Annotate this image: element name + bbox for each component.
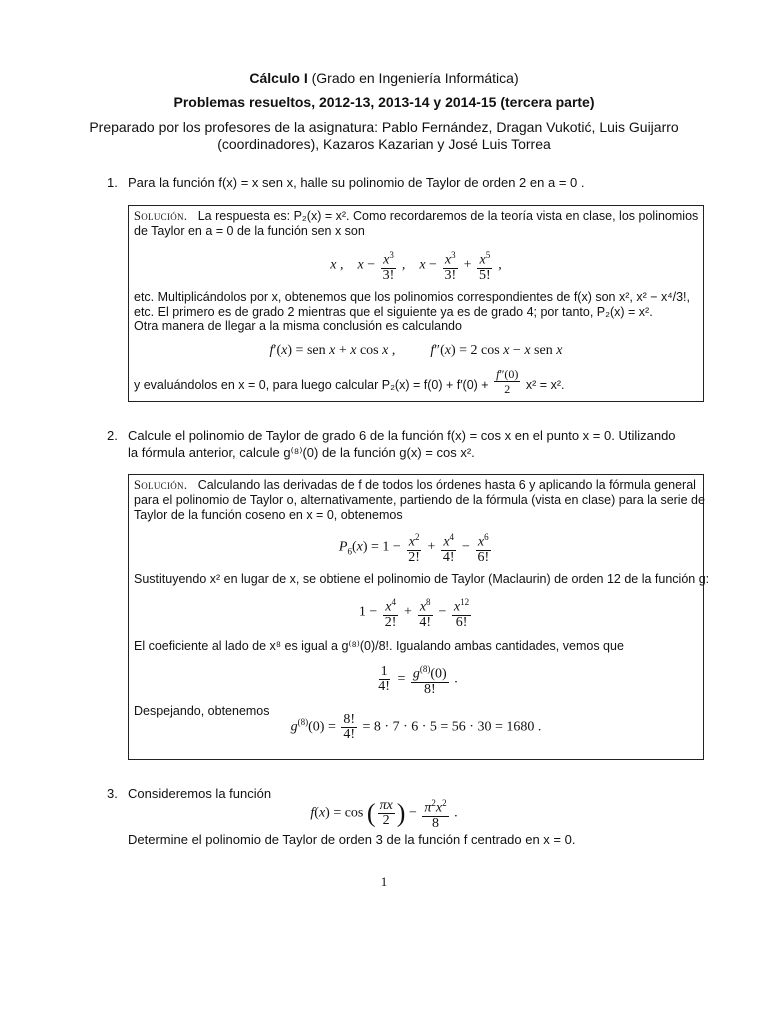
derivatives-equation: f′(x) = sen x + x cos x , f″(x) = 2 cos x − x sen x [269, 343, 563, 358]
solution-2-line-4: Sustituyendo x² en lugar de x, se obtiene el polinomio de Taylor (Maclaurin) de orden 12 de la función g: [134, 572, 710, 586]
problem-3-number: 3. [107, 786, 118, 801]
authors-line-2: (coordinadores), Kazaros Kazarian y José Luis Torrea [217, 136, 551, 152]
sine-taylor-polynomials: x , x − $\frac{x^3}{3!}$ , x − $\frac{x^3}{3!}$ + $\frac{x^5}{5!}$ , [330, 250, 502, 283]
solution-2-line-6: Despejando, obtenemos [134, 704, 270, 718]
solution-2-line-2: para el polinomio de Taylor o, alternativamente, partiendo de la fórmula (vista en clase) para la serie de [134, 493, 705, 507]
solution-label: Solución. [134, 478, 188, 492]
solution-1-line-4: etc. El primero es de grado 2 mientras que el siguiente ya es de grado 4; por tanto, P₂(x) = x². [134, 305, 653, 319]
solution-2-line-3: Taylor de la función coseno en x = 0, obtenemos [134, 508, 403, 522]
problem-2-statement-line-2: la fórmula anterior, calcule g⁽⁸⁾(0) de la función g(x) = cos x². [128, 445, 475, 460]
solution-1-line-5: Otra manera de llegar a la misma conclusión es calculando [134, 319, 462, 333]
problem-1-statement: Para la función f(x) = x sen x, halle su polinomio de Taylor de orden 2 en a = 0 . [128, 175, 585, 190]
g8-result: $g^{(8)}(0)$ = $\frac{8!}{4!}$ = 8 · 7 · 6 · 5 = 56 · 30 = 1680 . [290, 712, 542, 742]
solution-box-1 [128, 205, 704, 402]
problem-3-function: f(x) = cos ( $\frac{\pi x}{2}$ ) − $\frac{\pi^2x^2}{8}$ . [310, 797, 458, 831]
solution-2-line-5: El coeficiente al lado de x⁸ es igual a g⁽⁸⁾(0)/8!. Igualando ambas cantidades, vemos que [134, 639, 624, 653]
solution-1-line-6: y evaluándolos en x = 0, para luego calcular P₂(x) = f(0) + f′(0) + $\frac{f''(0)}{2}$ x² = x². [134, 367, 565, 396]
page-number: 1 [380, 874, 388, 889]
solution-2-line-1: Calculando las derivadas de f de todos los órdenes hasta 6 y aplicando la fórmula general [197, 478, 696, 492]
solution-1-line-6-post: x² = x². [525, 377, 565, 392]
maclaurin-g-order-12: 1 − $\frac{x^4}{2!}$ + $\frac{x^8}{4!}$ − $\frac{x^{12}}{6!}$ [358, 597, 470, 630]
problem-2-statement-line-1: Calcule el polinomio de Taylor de grado 6 de la función f(x) = cos x en el punto x = 0. Utilizando [128, 428, 676, 443]
problem-2-number: 2. [107, 428, 118, 443]
coefficient-equality: $\frac{1}{4!}$ = $\frac{g^{(8)}(0)}{8!}$ . [378, 663, 458, 697]
solution-1-line-2: de Taylor en a = 0 de la función sen x son [134, 224, 365, 238]
solution-1-line-3: etc. Multiplicándolos por x, obtenemos que los polinomios correspondientes de f(x) son x², x² − x⁴/3!, [134, 290, 690, 304]
title-degree: (Grado en Ingeniería Informática) [311, 70, 519, 86]
solution-box-2 [128, 474, 710, 760]
problem-3-statement-line-2: Determine el polinomio de Taylor de orden 3 de la función f centrado en x = 0. [128, 832, 576, 847]
solution-label: Solución. [134, 209, 188, 223]
document-subtitle: Problemas resueltos, 2012-13, 2013-14 y 2014-15 (tercera parte) [173, 94, 595, 110]
problem-3-statement-line-1: Consideremos la función [128, 786, 272, 801]
authors-line-1: Preparado por los profesores de la asignatura: Pablo Fernández, Dragan Vukotić, Luis Guijarro [89, 119, 679, 135]
document-title [0, 70, 768, 86]
cosine-taylor-p6: $P_6(x) = 1$ − $\frac{x^2}{2!}$ + $\frac{x^4}{4!}$ − $\frac{x^6}{6!}$ [338, 532, 490, 565]
g8-result-value: = 8 · 7 · 6 · 5 = 56 · 30 = 1680 . [362, 719, 542, 735]
problem-1-number: 1. [107, 175, 118, 190]
solution-1-line-1: La respuesta es: P₂(x) = x². Como recordaremos de la teoría vista en clase, los polinomios [197, 209, 699, 223]
title-course: Cálculo I [249, 70, 308, 86]
solution-1-line-6-pre: y evaluándolos en x = 0, para luego calcular P₂(x) = f(0) + f′(0) + [134, 377, 489, 392]
